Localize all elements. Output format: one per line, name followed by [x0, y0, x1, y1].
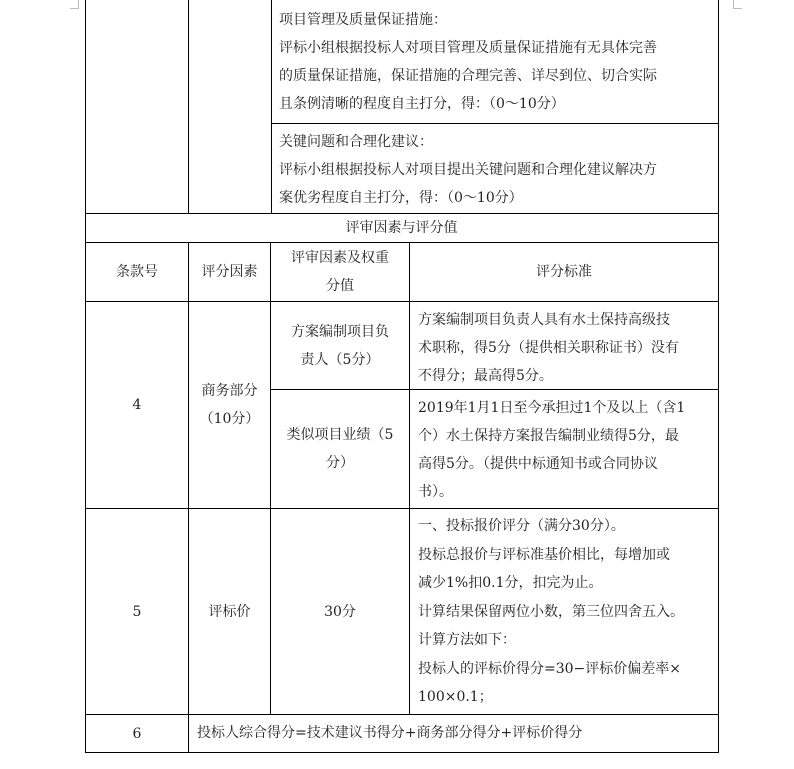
row5-sub-factor: 30分	[324, 603, 356, 620]
suggestions-text-line: 案优劣程度自主打分，得：（0～10分）	[279, 190, 523, 206]
row5-std-line: 计算方法如下：	[418, 632, 516, 648]
header-sub-factor-line: 分值	[326, 278, 354, 294]
row5-clause-no: 5	[132, 603, 142, 620]
quality-measures-cell	[271, 6, 718, 123]
quality-measures-title: 项目管理及质量保证措施：	[279, 12, 447, 28]
row5-factor: 评标价	[208, 603, 251, 620]
suggestions-text-line: 评标小组根据投标人对项目提出关键问题和合理化建议解决方	[279, 162, 657, 178]
row5-std-line: 100×0.1；	[418, 689, 493, 705]
row4-std2-line: 个）水土保持方案报告编制业绩得5分，最	[418, 428, 679, 444]
row4-factor-line: （10分）	[199, 411, 260, 427]
header-sub-factor-line: 评审因素及权重	[291, 250, 389, 266]
row4-std2-line: 书）。	[418, 484, 453, 500]
quality-measures-text-line: 评标小组根据投标人对项目管理及质量保证措施有无具体完善	[279, 40, 657, 56]
row4-std1-line: 不得分；最高得5分。	[418, 368, 553, 384]
row4-clause-no: 4	[132, 397, 142, 413]
table-border-bottom	[85, 752, 719, 753]
corner-mark-right	[733, 0, 742, 9]
row4-sub-factor-1	[271, 302, 409, 389]
row5-standard	[410, 512, 718, 714]
row4-sub2-line: 类似项目业绩（5	[286, 427, 394, 443]
row6-formula: 投标人综合得分=技术建议书得分+商务部分得分+评标价得分	[197, 725, 583, 741]
quality-measures-text-line: 且条例清晰的程度自主打分，得：（0～10分）	[279, 96, 565, 112]
row4-sub1-line: 责人（5分）	[300, 351, 380, 368]
row4-std1-line: 方案编制项目负责人具有水土保持高级技	[418, 312, 670, 328]
row4-std2-line: 高得5分。（提供中标通知书或合同协议	[418, 456, 658, 472]
suggestions-cell	[271, 128, 718, 213]
row4-sub2-line: 分）	[326, 455, 354, 471]
section-title: 评审因素与评分值	[345, 220, 458, 236]
row4-factor	[189, 302, 270, 508]
header-sub-factor	[271, 243, 409, 301]
grid-line	[271, 123, 719, 124]
grid-line	[188, 0, 189, 213]
row5-std-line: 计算结果保留两位小数，第三位四舍五入。	[418, 603, 684, 620]
row4-std2-line: 2019年1月1日至今承担过1个及以上（含1	[418, 400, 686, 416]
row4-sub-factor-2	[271, 390, 409, 508]
row5-std-line: 投标总报价与评标准基价相比，每增加或	[418, 546, 670, 563]
row5-std-line: 投标人的评标价得分=30−评标价偏差率×	[418, 660, 682, 677]
row6-clause-no: 6	[132, 725, 142, 742]
row4-std1-line: 术职称，得5分（提供相关职称证书）没有	[418, 340, 679, 356]
header-clause-no: 条款号	[116, 264, 158, 280]
header-standard: 评分标准	[536, 264, 592, 280]
header-factor: 评分因素	[201, 264, 258, 280]
row4-standard-2	[410, 394, 718, 508]
table-border-right	[718, 0, 719, 753]
row5-std-line: 减少1%扣0.1分，扣完为止。	[418, 575, 603, 591]
row5-std-line: 一、投标报价评分（满分30分）。	[418, 518, 625, 534]
row4-factor-line: 商务部分	[201, 383, 258, 399]
row4-standard-1	[410, 306, 718, 389]
suggestions-title: 关键问题和合理化建议：	[279, 134, 433, 150]
corner-mark-left	[70, 0, 79, 9]
row4-sub1-line: 方案编制项目负	[291, 323, 389, 340]
quality-measures-text-line: 的质量保证措施，保证措施的合理完善、详尽到位、切合实际	[279, 68, 657, 84]
